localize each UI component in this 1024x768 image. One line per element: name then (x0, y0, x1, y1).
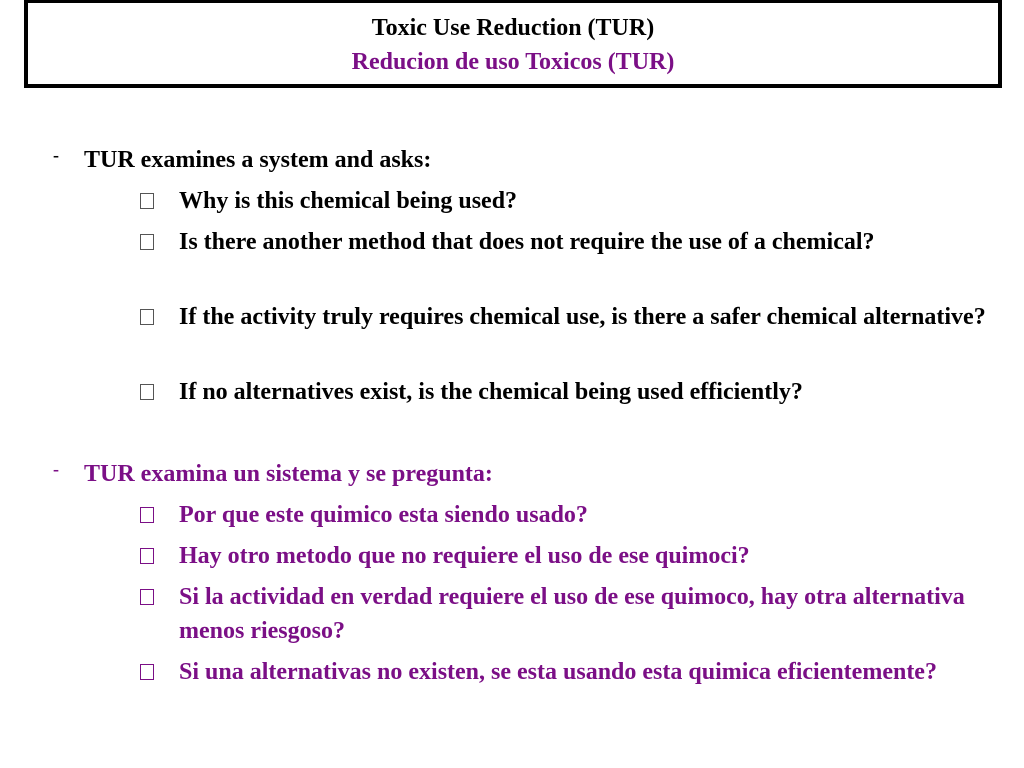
english-question-3: If the activity truly requires chemical use, is there a safer chemical alternative? (179, 304, 986, 330)
square-bullet-icon (140, 548, 154, 564)
title-english: Toxic Use Reduction (TUR) (371, 15, 655, 41)
english-question-1: Why is this chemical being used? (179, 188, 518, 214)
square-bullet-icon (140, 193, 154, 209)
square-bullet-icon (140, 309, 154, 325)
english-question-2: Is there another method that does not require the use of a chemical? (179, 229, 875, 255)
title-box (24, 0, 1002, 88)
title-spanish: Reducion de uso Toxicos (TUR) (351, 49, 675, 75)
english-question-4: If no alternatives exist, is the chemical being used efficiently? (179, 379, 803, 405)
dash-bullet: - (53, 459, 59, 479)
square-bullet-icon (140, 664, 154, 680)
square-bullet-icon (140, 507, 154, 523)
spanish-heading: TUR examina un sistema y se pregunta: (84, 461, 493, 487)
spanish-question-3: Si la actividad en verdad requiere el uso de ese quimoco, hay otra alternativa menos riesgoso? (179, 584, 965, 644)
dash-bullet: - (53, 145, 59, 165)
spanish-question-4: Si una alternativas no existen, se esta usando esta quimica eficientemente? (179, 659, 937, 685)
spanish-question-2: Hay otro metodo que no requiere el uso de ese quimoci? (179, 543, 750, 569)
english-heading: TUR examines a system and asks: (84, 147, 432, 173)
square-bullet-icon (140, 589, 154, 605)
square-bullet-icon (140, 234, 154, 250)
square-bullet-icon (140, 384, 154, 400)
spanish-question-1: Por que este quimico esta siendo usado? (179, 502, 588, 528)
